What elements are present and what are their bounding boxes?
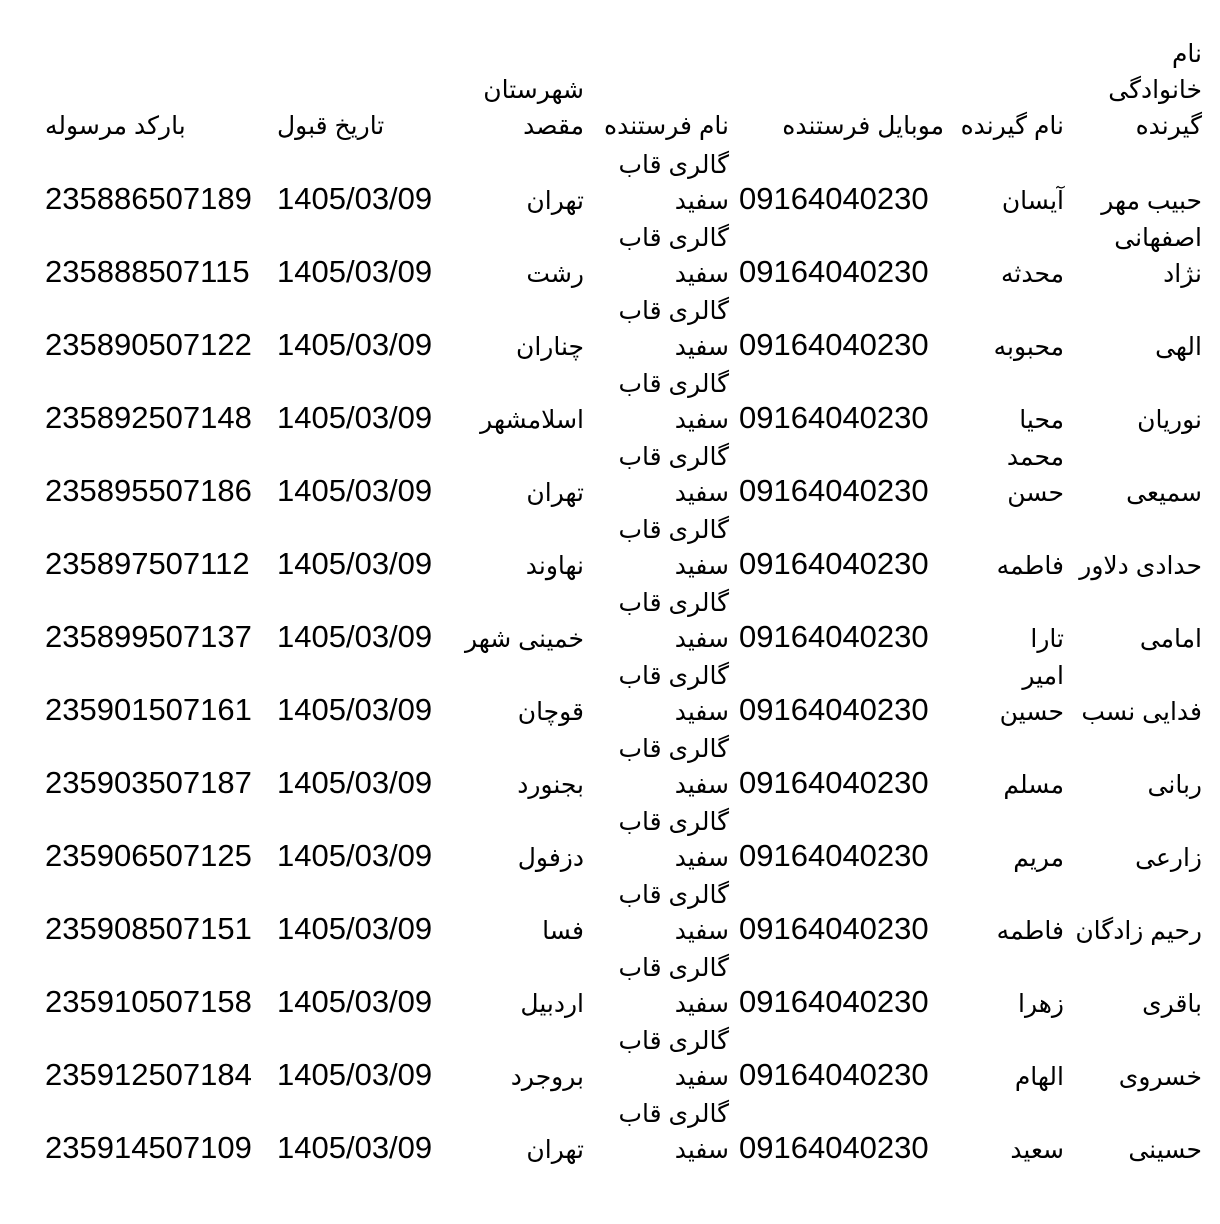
- cell-destination-city: چناران: [516, 333, 584, 361]
- cell-destination-city: خمینی شهر: [464, 625, 584, 653]
- cell-sender-name: گالری قاب سفید: [618, 589, 729, 653]
- cell-recipient-name: مسلم: [1003, 771, 1064, 799]
- cell-destination-city: بجنورد: [517, 771, 584, 799]
- table-header-row: [45, 36, 1202, 146]
- cell-recipient-family: اصفهانی نژاد: [1114, 224, 1202, 288]
- cell-sender-mobile: 09164040230: [739, 181, 929, 216]
- cell-destination-city: تهران: [526, 479, 584, 507]
- table-row: [45, 438, 1202, 511]
- cell-destination-city: اردبیل: [520, 990, 584, 1018]
- cell-recipient-family: سمیعی: [1126, 479, 1202, 507]
- cell-recipient-family: حسینی: [1128, 1136, 1202, 1164]
- cell-accept-date: 1405/03/09: [277, 1130, 433, 1165]
- cell-recipient-name: فاطمه: [996, 917, 1064, 945]
- cell-recipient-name: محمد حسن: [1006, 443, 1064, 507]
- cell-recipient-family: فدایی نسب: [1081, 698, 1202, 726]
- cell-destination-city: بروجرد: [510, 1063, 584, 1091]
- cell-barcode: 235892507148: [45, 400, 252, 435]
- cell-accept-date: 1405/03/09: [277, 692, 433, 727]
- shipments-table: [45, 36, 1202, 1168]
- cell-accept-date: 1405/03/09: [277, 1057, 433, 1092]
- cell-sender-mobile: 09164040230: [739, 619, 929, 654]
- table-row: [45, 657, 1202, 730]
- cell-destination-city: دزفول: [517, 844, 584, 872]
- cell-accept-date: 1405/03/09: [277, 473, 433, 508]
- cell-sender-name: گالری قاب سفید: [618, 808, 729, 872]
- cell-barcode: 235895507186: [45, 473, 252, 508]
- cell-sender-name: گالری قاب سفید: [618, 224, 729, 288]
- table-row: [45, 803, 1202, 876]
- cell-recipient-name: الهام: [1014, 1063, 1064, 1091]
- header-accept-date: [265, 36, 447, 146]
- cell-recipient-family: الهی: [1155, 333, 1202, 361]
- table-row: [45, 730, 1202, 803]
- cell-barcode: 235901507161: [45, 692, 252, 727]
- table-row: [45, 292, 1202, 365]
- cell-sender-mobile: 09164040230: [739, 473, 929, 508]
- header-sender-mobile: موبایل فرستنده: [782, 112, 944, 140]
- header-barcode-label: بارکد مرسوله: [45, 112, 186, 140]
- cell-destination-city: قوچان: [517, 698, 584, 726]
- table-row: [45, 876, 1202, 949]
- header-destination-city: شهرستان مقصد: [483, 76, 584, 140]
- cell-barcode: 235908507151: [45, 911, 252, 946]
- cell-recipient-family: رحیم زادگان: [1075, 917, 1202, 945]
- cell-sender-name: گالری قاب سفید: [618, 370, 729, 434]
- cell-recipient-family: نوریان: [1137, 406, 1202, 434]
- cell-sender-name: گالری قاب سفید: [618, 516, 729, 580]
- cell-sender-name: گالری قاب سفید: [618, 1100, 729, 1164]
- cell-accept-date: 1405/03/09: [277, 838, 433, 873]
- cell-sender-name: گالری قاب سفید: [618, 735, 729, 799]
- header-recipient-name: نام گیرنده: [960, 112, 1064, 140]
- cell-recipient-name: محیا: [1019, 406, 1064, 434]
- cell-recipient-family: خسروی: [1118, 1063, 1202, 1091]
- cell-recipient-name: محبوبه: [993, 333, 1064, 361]
- cell-accept-date: 1405/03/09: [277, 911, 433, 946]
- cell-accept-date: 1405/03/09: [277, 254, 433, 289]
- header-barcode: [45, 36, 265, 146]
- cell-barcode: 235890507122: [45, 327, 252, 362]
- cell-barcode: 235906507125: [45, 838, 252, 873]
- cell-sender-mobile: 09164040230: [739, 254, 929, 289]
- cell-barcode: 235899507137: [45, 619, 252, 654]
- table-row: [45, 219, 1202, 292]
- cell-accept-date: 1405/03/09: [277, 181, 433, 216]
- cell-barcode: 235886507189: [45, 181, 252, 216]
- cell-destination-city: رشت: [526, 260, 584, 288]
- cell-sender-mobile: 09164040230: [739, 765, 929, 800]
- cell-accept-date: 1405/03/09: [277, 546, 433, 581]
- cell-recipient-name: سعید: [1010, 1136, 1064, 1164]
- cell-destination-city: تهران: [526, 1136, 584, 1164]
- cell-accept-date: 1405/03/09: [277, 400, 433, 435]
- cell-sender-mobile: 09164040230: [739, 546, 929, 581]
- cell-sender-name: گالری قاب سفید: [618, 881, 729, 945]
- cell-sender-name: گالری قاب سفید: [618, 1027, 729, 1091]
- cell-accept-date: 1405/03/09: [277, 984, 433, 1019]
- cell-sender-mobile: 09164040230: [739, 1057, 929, 1092]
- cell-barcode: 235897507112: [45, 546, 250, 581]
- cell-sender-mobile: 09164040230: [739, 327, 929, 362]
- cell-recipient-name: آیسان: [1001, 187, 1064, 215]
- cell-barcode: 235910507158: [45, 984, 252, 1019]
- cell-sender-name: گالری قاب سفید: [618, 151, 729, 215]
- cell-accept-date: 1405/03/09: [277, 765, 433, 800]
- cell-recipient-name: تارا: [1030, 625, 1064, 653]
- cell-sender-name: گالری قاب سفید: [618, 954, 729, 1018]
- cell-accept-date: 1405/03/09: [277, 619, 433, 654]
- cell-recipient-name: زهرا: [1018, 990, 1064, 1018]
- cell-barcode: 235912507184: [45, 1057, 252, 1092]
- cell-recipient-family: زارعی: [1135, 844, 1202, 872]
- table-body: [45, 146, 1202, 1168]
- table-row: [45, 584, 1202, 657]
- cell-accept-date: 1405/03/09: [277, 327, 433, 362]
- header-sender-name: نام فرستنده: [604, 112, 729, 140]
- cell-barcode: 235888507115: [45, 254, 250, 289]
- header-accept-date-label: تاریخ قبول: [277, 112, 385, 140]
- cell-destination-city: تهران: [526, 187, 584, 215]
- cell-sender-mobile: 09164040230: [739, 838, 929, 873]
- cell-sender-name: گالری قاب سفید: [618, 297, 729, 361]
- cell-sender-name: گالری قاب سفید: [618, 443, 729, 507]
- cell-recipient-family: حدادی دلاور: [1079, 552, 1202, 580]
- cell-recipient-family: ربانی: [1147, 771, 1202, 799]
- cell-recipient-name: امیر حسین: [999, 662, 1064, 726]
- cell-sender-name: گالری قاب سفید: [618, 662, 729, 726]
- cell-recipient-family: باقری: [1142, 990, 1202, 1018]
- table-row: [45, 365, 1202, 438]
- cell-destination-city: نهاوند: [525, 552, 584, 580]
- cell-sender-mobile: 09164040230: [739, 911, 929, 946]
- cell-recipient-family: امامی: [1139, 625, 1202, 653]
- cell-destination-city: اسلامشهر: [480, 406, 584, 434]
- header-recipient-family: نام خانوادگی گیرنده: [1108, 40, 1202, 140]
- cell-sender-mobile: 09164040230: [739, 984, 929, 1019]
- table-row: [45, 511, 1202, 584]
- cell-barcode: 235903507187: [45, 765, 252, 800]
- table-row: [45, 1095, 1202, 1168]
- cell-sender-mobile: 09164040230: [739, 692, 929, 727]
- cell-recipient-name: مریم: [1013, 844, 1064, 872]
- cell-destination-city: فسا: [542, 917, 584, 945]
- cell-recipient-family: حبیب مهر: [1101, 187, 1202, 215]
- table-row: [45, 1022, 1202, 1095]
- cell-recipient-name: محدثه: [1000, 260, 1064, 288]
- table-row: [45, 146, 1202, 219]
- cell-sender-mobile: 09164040230: [739, 400, 929, 435]
- cell-recipient-name: فاطمه: [996, 552, 1064, 580]
- cell-barcode: 235914507109: [45, 1130, 252, 1165]
- table-row: [45, 949, 1202, 1022]
- cell-sender-mobile: 09164040230: [739, 1130, 929, 1165]
